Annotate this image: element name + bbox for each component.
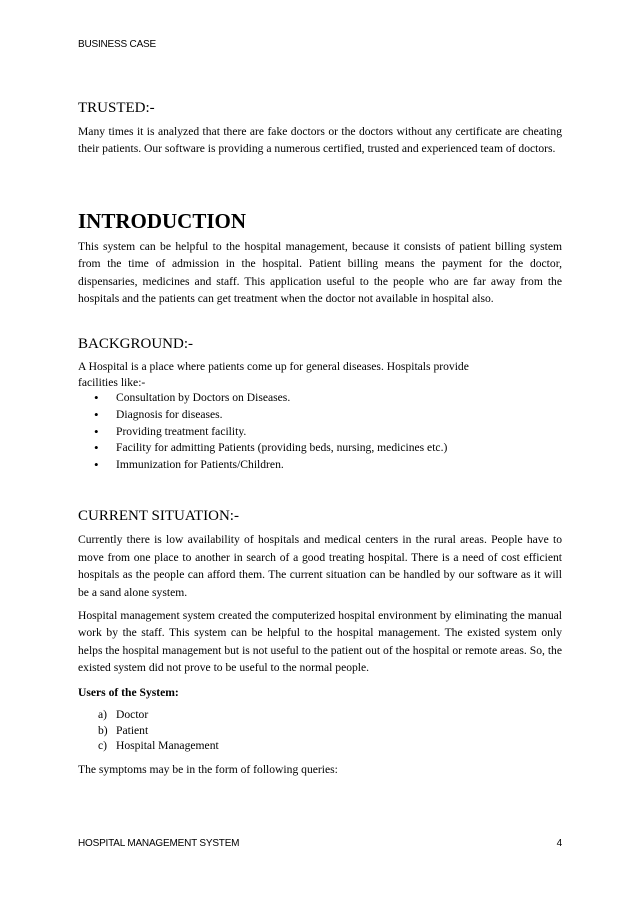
list-item — [98, 723, 562, 739]
introduction-paragraph: This system can be helpful to the hospital management, because it consists of patient billing system from the time of admission in the hospital. Patient billing means the payment for the doctor, dispensaries, medicines and staff. This application useful to the people who are far away from the hospitals and the patients can get treatment when the doctor not available in hospital also. — [78, 239, 562, 306]
background-heading: BACKGROUND:- — [78, 336, 194, 353]
trusted-paragraph: Many times it is analyzed that there are fake doctors or the doctors without any certificate are cheating their patients. Our software is providing a numerous certified, trusted and experienced team of doctors. — [78, 125, 562, 156]
users-list — [78, 707, 562, 754]
current-situation-heading: CURRENT SITUATION:- — [78, 508, 239, 525]
trusted-heading: TRUSTED:- — [78, 100, 155, 116]
document-body — [78, 99, 562, 778]
page-number: 4 — [556, 838, 562, 849]
current-situation-paragraph-2: Hospital management system created the computerized hospital environment by eliminating the manual work by the staff. This system can be helpful to the hospital management. The existed system only helps the hospital management but is not useful to the patient out of the hospital or remote areas. So, the existed system did not prove to be useful to the normal people. — [78, 609, 562, 675]
list-item: • Providing treatment facility. — [116, 424, 562, 441]
facilities-list — [78, 390, 562, 473]
list-marker: c) — [98, 739, 108, 753]
page-footer — [78, 838, 562, 849]
users-heading: Users of the System: — [78, 685, 179, 699]
list-item: • Diagnosis for diseases. — [116, 407, 562, 424]
page-header: BUSINESS CASE — [78, 39, 156, 50]
background-intro-line-1: A Hospital is a place where patients come up for general diseases. Hospitals provide — [78, 360, 469, 374]
list-item — [98, 738, 562, 754]
list-item: • Facility for admitting Patients (providing beds, nursing, medicines etc.) — [116, 440, 562, 457]
background-intro — [78, 359, 562, 390]
background-intro-line-2: facilities like:- — [78, 375, 146, 389]
list-marker: a) — [98, 708, 108, 722]
introduction-heading: INTRODUCTION — [78, 208, 247, 233]
closing-line: The symptoms may be in the form of following queries: — [78, 762, 338, 776]
list-marker: b) — [98, 723, 108, 737]
current-situation-paragraph-1: Currently there is low availability of hospitals and medical centers in the rural areas. People have to move from one place to another in search of a good treating hospital. There is a need of cost efficient hospitals as the people can afford them. The current situation can be handled by our software as it will be a sand alone system. — [78, 533, 562, 599]
list-item: • Immunization for Patients/Children. — [116, 457, 562, 474]
list-item — [98, 707, 562, 723]
list-label: Hospital Management — [116, 739, 219, 753]
footer-title: HOSPITAL MANAGEMENT SYSTEM — [78, 838, 240, 849]
list-item: • Consultation by Doctors on Diseases. — [116, 390, 562, 407]
list-label: Doctor — [116, 708, 149, 722]
list-label: Patient — [116, 723, 149, 737]
